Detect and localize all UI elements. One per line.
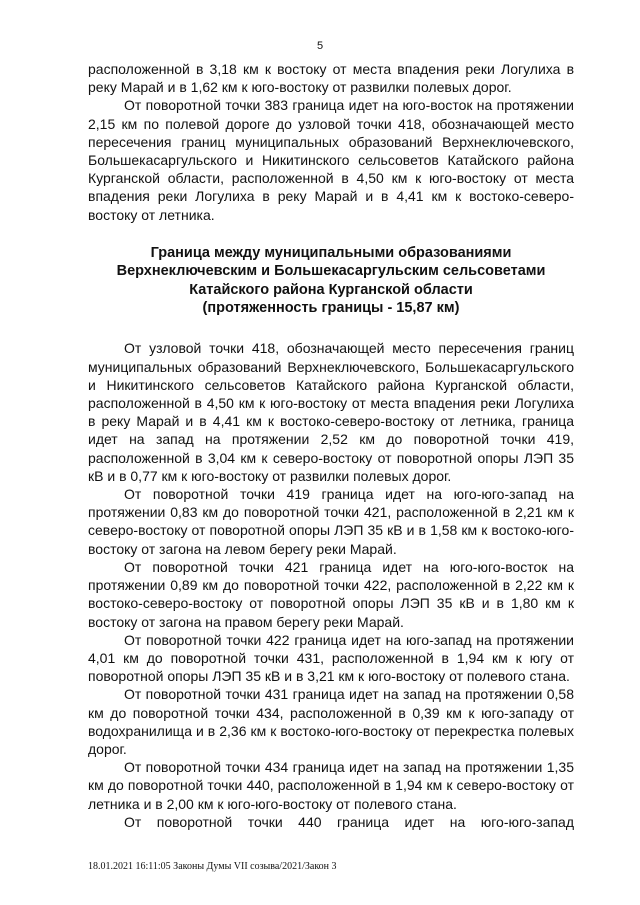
paragraph: От поворотной точки 431 граница идет на запад на протяжении 0,58 км до поворотной точки 434, расположенной в 0,39 км к юго-западу от водохранилища и в 2,36 км к востоко-юго-востоку от перекрестка полевых дорог. [88, 686, 574, 757]
section-heading-line: Граница между муниципальными образованиями [150, 244, 512, 261]
section-heading [88, 244, 574, 318]
paragraph: От поворотной точки 419 граница идет на юго-юго-запад на протяжении 0,83 км до поворотной точки 421, расположенной в 2,21 км к северо-востоку от поворотной опоры ЛЭП 35 кВ и в 1,58 км к востоко-юго-востоку от загона на левом берегу реки Марай. [88, 486, 574, 557]
section-heading-line: Катайского района Курганской области [189, 281, 473, 298]
paragraph: От поворотной точки 421 граница идет на юго-юго-восток на протяжении 0,89 км до поворотной точки 422, расположенной в 2,22 км к востоко-северо-востоку от поворотной опоры ЛЭП 35 кВ и в 1,80 км к востоку от загона на правом берегу реки Марай. [88, 558, 574, 630]
paragraph-continuation: расположенной в 3,18 км к востоку от места впадения реки Логулиха в реку Марай и в 1,62 км к юго-востоку от развилки полевых дорог. [88, 61, 574, 96]
section-heading-length: (протяженность границы - 15,87 км) [202, 300, 460, 317]
paragraph: От узловой точки 418, обозначающей место пересечения границ муниципальных образований Верхнеключевского, Большекасаргульского и Никитинского сельсоветов Катайского района Курганской области, расположенной в 4,50 км к юго-востоку от места впадения реки Логулиха в реку Марай и в 4,41 км к востоко-северо-востоку от летника, граница идет на запад на протяжении 2,52 км до поворотной точки 419, расположенной в 3,04 км к северо-востоку от поворотной опоры ЛЭП 35 кВ и в 0,77 км к юго-востоку от развилки полевых дорог. [88, 340, 574, 484]
paragraph: От поворотной точки 383 граница идет на юго-восток на протяжении 2,15 км по полевой дороге до узловой точки 418, обозначающей место пересечения границ муниципальных образований Верхнеключевского, Большекасаргульского и Никитинского сельсоветов Катайского района Курганской области, расположенной в 4,50 км к юго-востоку от места впадения реки Логулиха в реку Марай и в 4,41 км к востоко-северо-востоку от летника. [88, 97, 574, 223]
paragraph: От поворотной точки 422 граница идет на юго-запад на протяжении 4,01 км до поворотной точки 431, расположенной в 1,94 км к югу от поворотной опоры ЛЭП 35 кВ и в 3,21 км к юго-востоку от полевого стана. [88, 631, 574, 685]
section-heading-line: Верхнеключевским и Большекасаргульским сельсоветами [116, 263, 546, 280]
paragraph: От поворотной точки 434 граница идет на запад на протяжении 1,35 км до поворотной точки 440, расположенной в 1,94 км к северо-востоку от летника и в 2,00 км к юго-юго-востоку от полевого стана. [88, 759, 574, 812]
page-number: 5 [316, 40, 324, 52]
footer-stamp: 18.01.2021 16:11:05 Законы Думы VII созыва/2021/Закон 3 [88, 861, 337, 872]
document-body [88, 60, 574, 831]
paragraph-continues: От поворотной точки 440 граница идет на юго-юго-запад [124, 813, 574, 830]
